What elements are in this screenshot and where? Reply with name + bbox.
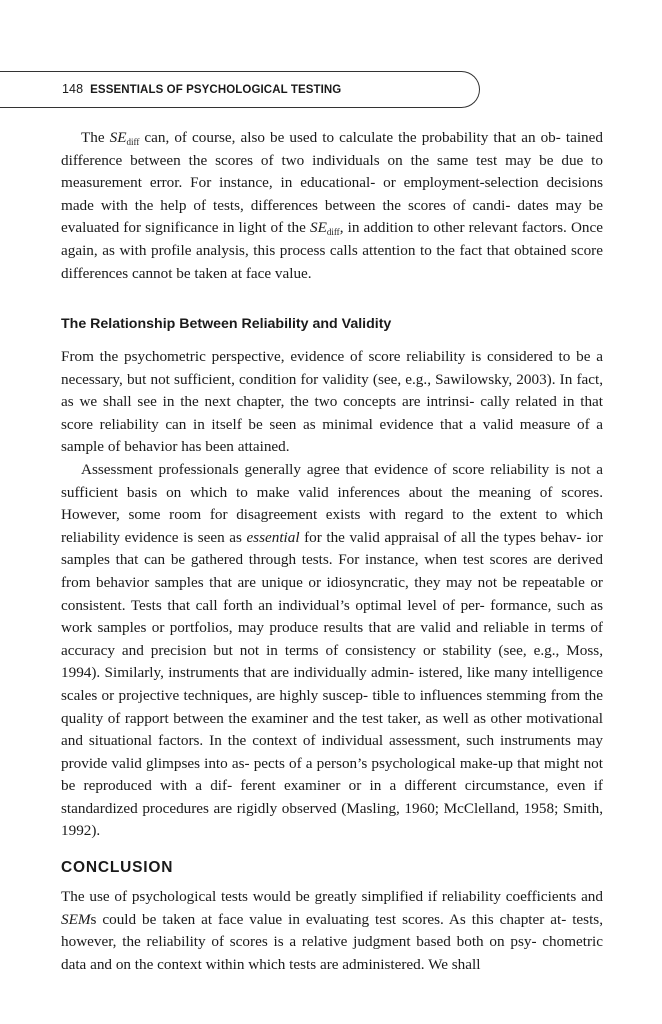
section-body (61, 346, 603, 843)
symbol-sem: SEM (61, 910, 91, 928)
conclusion-body (61, 886, 603, 976)
paragraph: From the psychometric perspective, evidence of score reliability is considered to be a necessary, but not sufficient, condition for validity (see, e.g., Sawilowsky, 2003). In fact, as we shall see in the next chapter, the two concepts are intrinsi- cally related in that score reliability can in itself be seen as minimal evidence that a valid measure of a sample of behavior has been attained. (61, 348, 603, 456)
subscript-diff: diff (326, 227, 340, 238)
paragraph: Assessment professionals generally agree that evidence of score reliability is not a sufficient basis on which to make valid inferences about the meaning of scores. However, some room for disagreement exists with regard to the extent to which reliability evidence is seen as essential for the valid appraisal of all the types behav- ior samples that can be gathered through tests. For instance, when test scores are derived from behavior samples that are unique or idiosyncratic, they may not be repeatable or consistent. Tests that call forth an individual’s optimal level of per- formance, such as work samples or portfolios, may produce results that are valid and reliable in terms of accuracy and precision but not in terms of consistency or stability (see, e.g., Moss, 1994). Similarly, instruments that are individually admin- istered, like many intelligence scales or projective techniques, are highly suscep- tible to influences stemming from the quality of rapport between the examiner and the test taker, as well as other motivational and situational factors. In the context of individual assessment, such instruments may provide valid glimpses into as- pects of a person’s psychological make-up that might not be reproduced with a dif- ferent examiner or in a different circumstance, even if standardized procedures are rigidly observed (Masling, 1960; McClelland, 1958; Smith, 1992). (61, 460, 603, 840)
symbol-se: SE (309, 219, 327, 237)
paragraph: The $SE_{diff}$ can, of course, also be used to calculate the probability that an ob- tained difference between the scores of two individuals on the same test may be due to measurement error. For instance, in educational- or employment-selection decisions made with the help of tests, differences between the scores of candi- dates may be evaluated for significance in light of the $SE_{diff}$, in addition to other relevant factors. Once again, as with profile analysis, this process calls attention to the fact that obtained score differences cannot be taken at face value. (61, 129, 603, 282)
subscript-diff: diff (126, 137, 140, 147)
page-number: 148 (62, 82, 84, 96)
emphasis: essential (246, 528, 300, 546)
conclusion-heading: CONCLUSION (61, 859, 174, 876)
symbol-se: SE (109, 129, 127, 146)
running-head-title: ESSENTIALS OF PSYCHOLOGICAL TESTING (90, 84, 342, 96)
running-header (62, 82, 341, 96)
section-heading: The Relationship Between Reliability and Validity (61, 316, 392, 332)
paragraph: The use of psychological tests would be greatly simplified if reliability coefficients and SEMs could be taken at face value in evaluating test scores. As this chapter at- tests, however, the reliability of scores is a relative judgment based both on psy- chometric data and on the context within which tests are administered. We shall (61, 888, 603, 973)
paragraph-se-diff (61, 127, 603, 285)
